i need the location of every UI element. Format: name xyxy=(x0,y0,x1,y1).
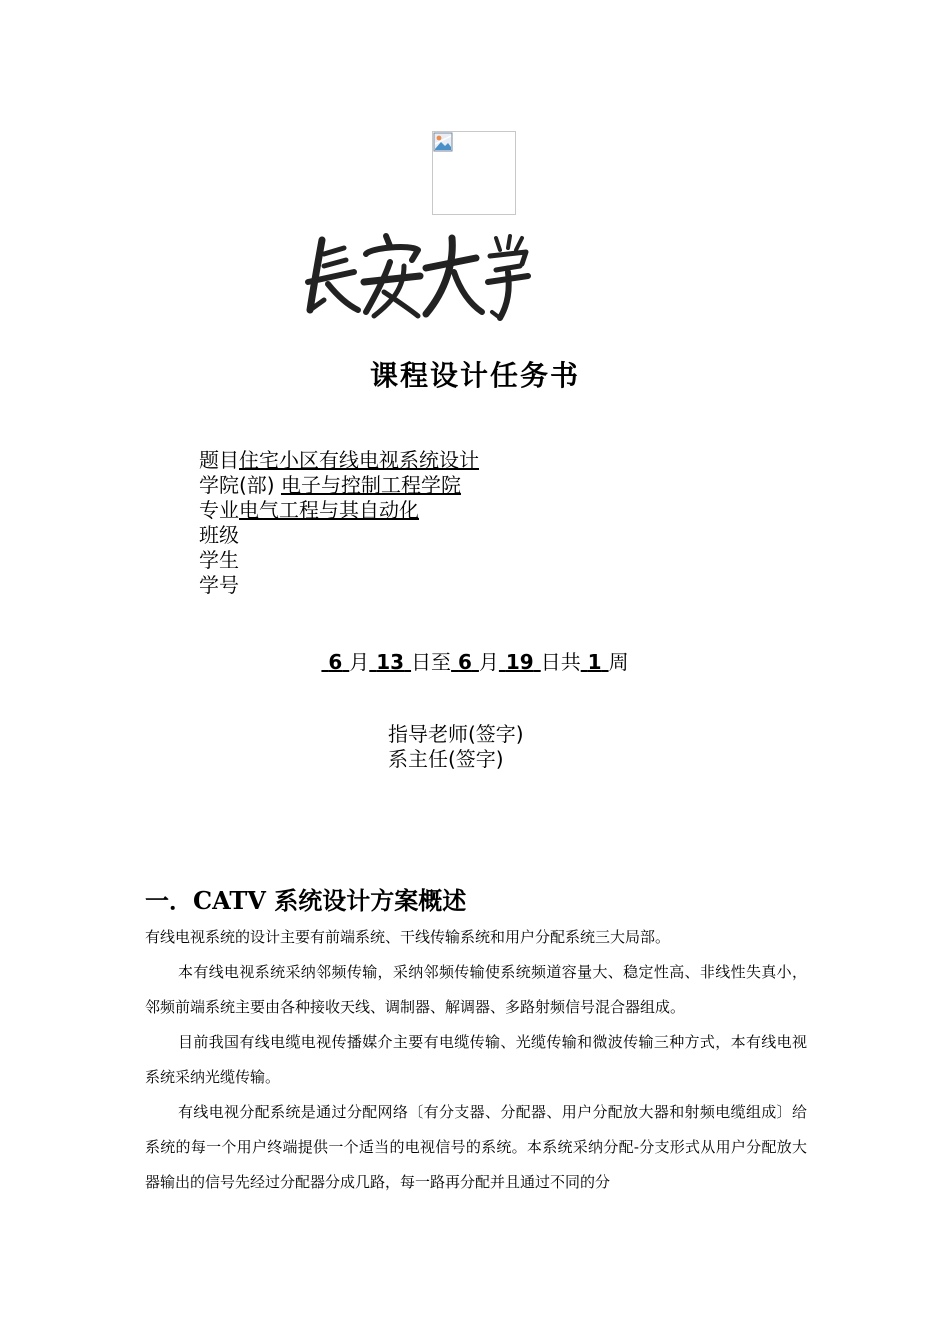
start-month: 6 xyxy=(328,650,343,674)
broken-image-icon xyxy=(433,132,453,152)
major-row xyxy=(199,498,479,523)
month-text-1: 月 xyxy=(349,650,370,674)
dept-head-signature-label: 系主任(签字) xyxy=(388,747,504,771)
topic-label: 题目 xyxy=(199,448,239,472)
student-row xyxy=(199,548,479,573)
broken-image-placeholder xyxy=(432,131,516,215)
week-count: 1 xyxy=(587,650,602,674)
day-total-text: 日共 xyxy=(540,650,581,674)
end-day: 19 xyxy=(505,650,534,674)
student-label: 学生 xyxy=(199,548,239,572)
student-id-label: 学号 xyxy=(199,573,239,597)
college-label: 学院(部) xyxy=(199,473,275,497)
document-title: 课程设计任务书 xyxy=(369,359,580,392)
major-value: 电气工程与其自动化 xyxy=(239,498,419,522)
info-block xyxy=(199,448,479,598)
day-to-text: 日至 xyxy=(411,650,452,674)
class-row xyxy=(199,523,479,548)
college-row xyxy=(199,473,479,498)
student-id-row xyxy=(199,573,479,598)
week-text: 周 xyxy=(608,650,629,674)
major-label: 专业 xyxy=(199,498,239,522)
date-range-line xyxy=(0,646,950,675)
paragraph-1: 有线电视系统的设计主要有前端系统、干线传输系统和用户分配系统三大局部。 xyxy=(145,928,671,946)
start-day: 13 xyxy=(376,650,405,674)
paragraph-3: 目前我国有线电缆电视传播媒介主要有电缆传输、光缆传输和微波传输三种方式，本有线电视系统采纳光缆传输。 xyxy=(145,1033,807,1086)
advisor-signature-label: 指导老师(签字) xyxy=(388,722,524,746)
topic-row xyxy=(199,448,479,473)
paragraph-2: 本有线电视系统采纳邻频传输，采纳邻频传输使系统频道容量大、稳定性高、非线性失真小，邻频前端系统主要由各种接收天线、调制器、解调器、多路射频信号混合器组成。 xyxy=(145,963,807,1016)
class-label: 班级 xyxy=(199,523,239,547)
month-text-2: 月 xyxy=(478,650,499,674)
university-logo xyxy=(300,232,532,322)
college-value: 电子与控制工程学院 xyxy=(280,473,461,497)
end-month: 6 xyxy=(458,650,472,674)
signature-block xyxy=(388,722,524,772)
section-body xyxy=(145,920,807,1200)
topic-value: 住宅小区有线电视系统设计 xyxy=(239,448,479,472)
section-heading: 一．CATV 系统设计方案概述 xyxy=(145,886,467,915)
paragraph-4: 有线电视分配系统是通过分配网络〔有分支器、分配器、用户分配放大器和射频电缆组成〕给系统的每一个用户终端提供一个适当的电视信号的系统。本系统采纳分配-分支形式从用户分配放大器输出的信号先经过分配器分成几路，每一路再分配并且通过不同的分 xyxy=(145,1103,807,1191)
